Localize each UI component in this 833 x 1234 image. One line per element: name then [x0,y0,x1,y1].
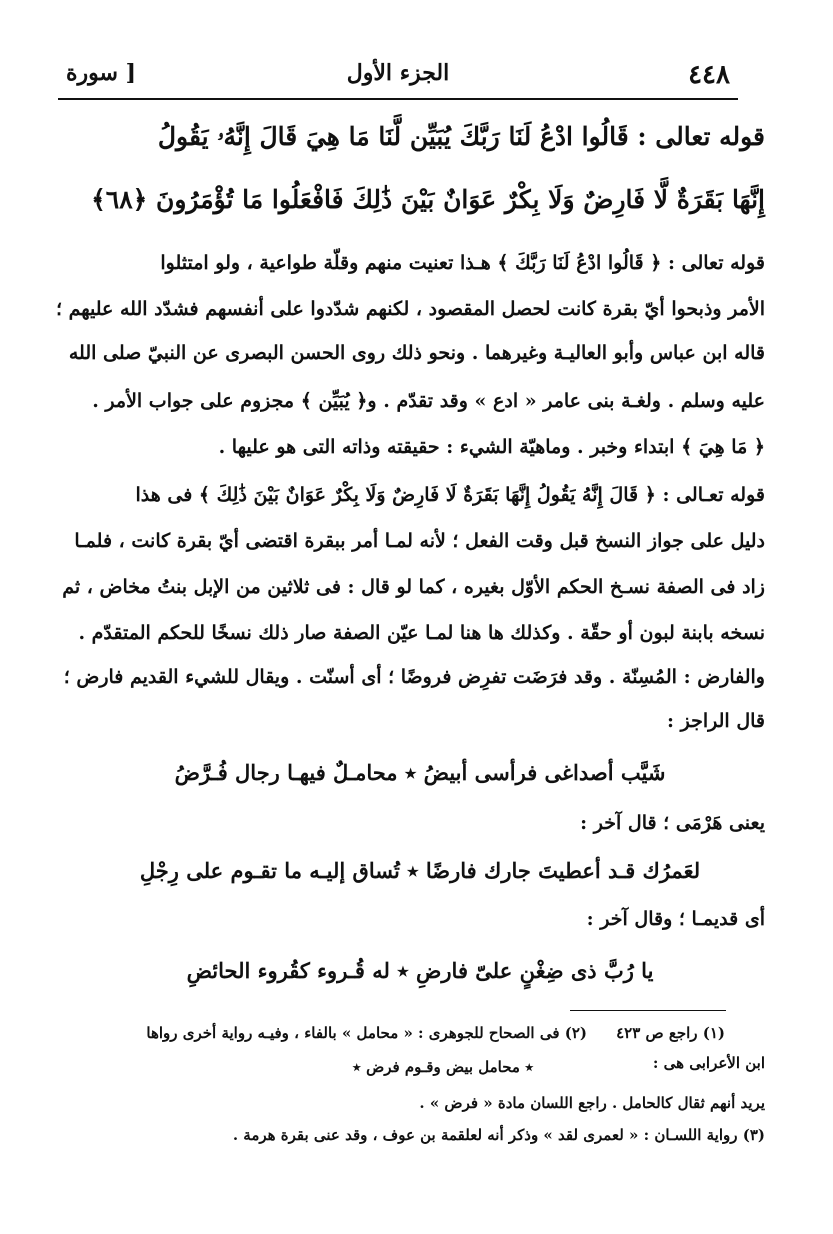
part-title: الجزء الأول [346,60,450,86]
footnote-3: (٣) رواية اللسـان : « لعمرى لقد » وذكر أنه لعلقمة بن عوف ، وقد عنى بقرة هرمة . [232,1126,765,1144]
commentary-line: قوله تعـالى : ﴿ قَالَ إِنَّهُ يَقُولُ إِنَّهَا بَقَرَةٌ لَا فَارِضٌ وَلَا بِكْرٌ عَوَانٌ بَيْنَ ذَٰلِكَ ﴾ فى هذا [135,484,765,506]
poetry-verse: لعَمرُك قـد أعطيتَ جارك فارضًا ٭ تُساق إليـه ما تقـوم على رِجْلِ [139,858,701,883]
sura-label: [ سورة [66,60,137,86]
commentary-line: والفارض : المُسِنّة . وقد فرَضَت تفرِض فروضًا ؛ أى أسنّت . ويقال للشيء القديم فارض ؛ [63,666,765,688]
commentary-line: يعنى هَرْمَى ؛ قال آخر : [580,812,765,834]
footnote-2-cont: ابن الأعرابى هى : [652,1054,765,1072]
footnote-rule [570,1010,726,1011]
commentary-line: دليل على جواز النسخ قبل وقت الفعل ؛ لأنه لمـا أمر ببقرة اقتضى أيّ بقرة كانت ، فلمـا [74,530,765,552]
commentary-line: ﴿ مَا هِيَ ﴾ ابتداء وخبر . وماهيّة الشيء : حقيقته وذاته التى هو عليها . [218,436,765,458]
commentary-line: أى قديمـا ؛ وقال آخر : [586,908,765,930]
quran-verse-line-2: إِنَّهَا بَقَرَةٌ لَّا فَارِضٌ وَلَا بِكْرٌ عَوَانٌ بَيْنَ ذَٰلِكَ فَافْعَلُوا مَا تُؤْمَرُونَ ﴿٦٨﴾ [91,185,765,214]
footnote-2-cont: يريد أنهم ثقال كالحامل . راجع اللسان مادة « فرض » . [419,1094,765,1112]
commentary-line: قوله تعالى : ﴿ قَالُوا ادْعُ لَنَا رَبَّكَ ﴾ هـذا تعنيت منهم وقلّة طواعية ، ولو امتثلوا [160,252,765,274]
footnote-2-verse: ٭ محامل بيض وقـوم فرض ٭ [352,1058,534,1076]
header-rule [58,98,738,100]
commentary-line: الأمر وذبحوا أيّ بقرة كانت لحصل المقصود ، لكنهم شدّدوا على أنفسهم فشدّد الله عليهم ؛ [55,298,765,320]
footnote-1: (١) راجع ص ٤٢٣ [616,1024,725,1042]
poetry-verse: شَيَّب أصداغى فرأسى أبيضُ ٭ محامـلٌ فيهـا رجال فُـرَّضُ [174,760,666,785]
quran-verse-line-1: قوله تعالى : قَالُوا ادْعُ لَنَا رَبَّكَ يُبَيِّن لَّنَا مَا هِيَ قَالَ إِنَّهُۥ يَقُولُ [157,122,765,151]
commentary-line: عليه وسلم . ولغـة بنى عامر « ادع » وقد تقدّم . و﴿ يُبَيِّن ﴾ مجزوم على جواب الأمر . [92,390,765,412]
commentary-line: قال الراجز : [667,710,765,732]
page-number: ٤٤٨ [688,60,730,90]
page-header [58,58,738,98]
commentary-line: نسخه بابنة لبون أو حقّة . وكذلك ها هنا لمـا عيّن الصفة صار ذلك نسخًا للحكم المتقدّم . [78,622,765,644]
poetry-verse: يا رُبَّ ذى ضِغْنٍ علىّ فارضِ ٭ له قُـروء كقُروء الحائضِ [186,958,654,983]
footnote-2: (٢) فى الصحاح للجوهرى : « محامل » بالفاء ، وفيـه رواية أخرى رواها [146,1024,587,1042]
commentary-line: قاله ابن عباس وأبو العاليـة وغيرهما . ونحو ذلك روى الحسن البصرى عن النبيّ صلى الله [68,342,765,364]
commentary-line: زاد فى الصفة نسـخ الحكم الأوّل بغيره ، كما لو قال : فى ثلاثين من الإبل بنتُ مخاض ، ثم [62,576,765,598]
